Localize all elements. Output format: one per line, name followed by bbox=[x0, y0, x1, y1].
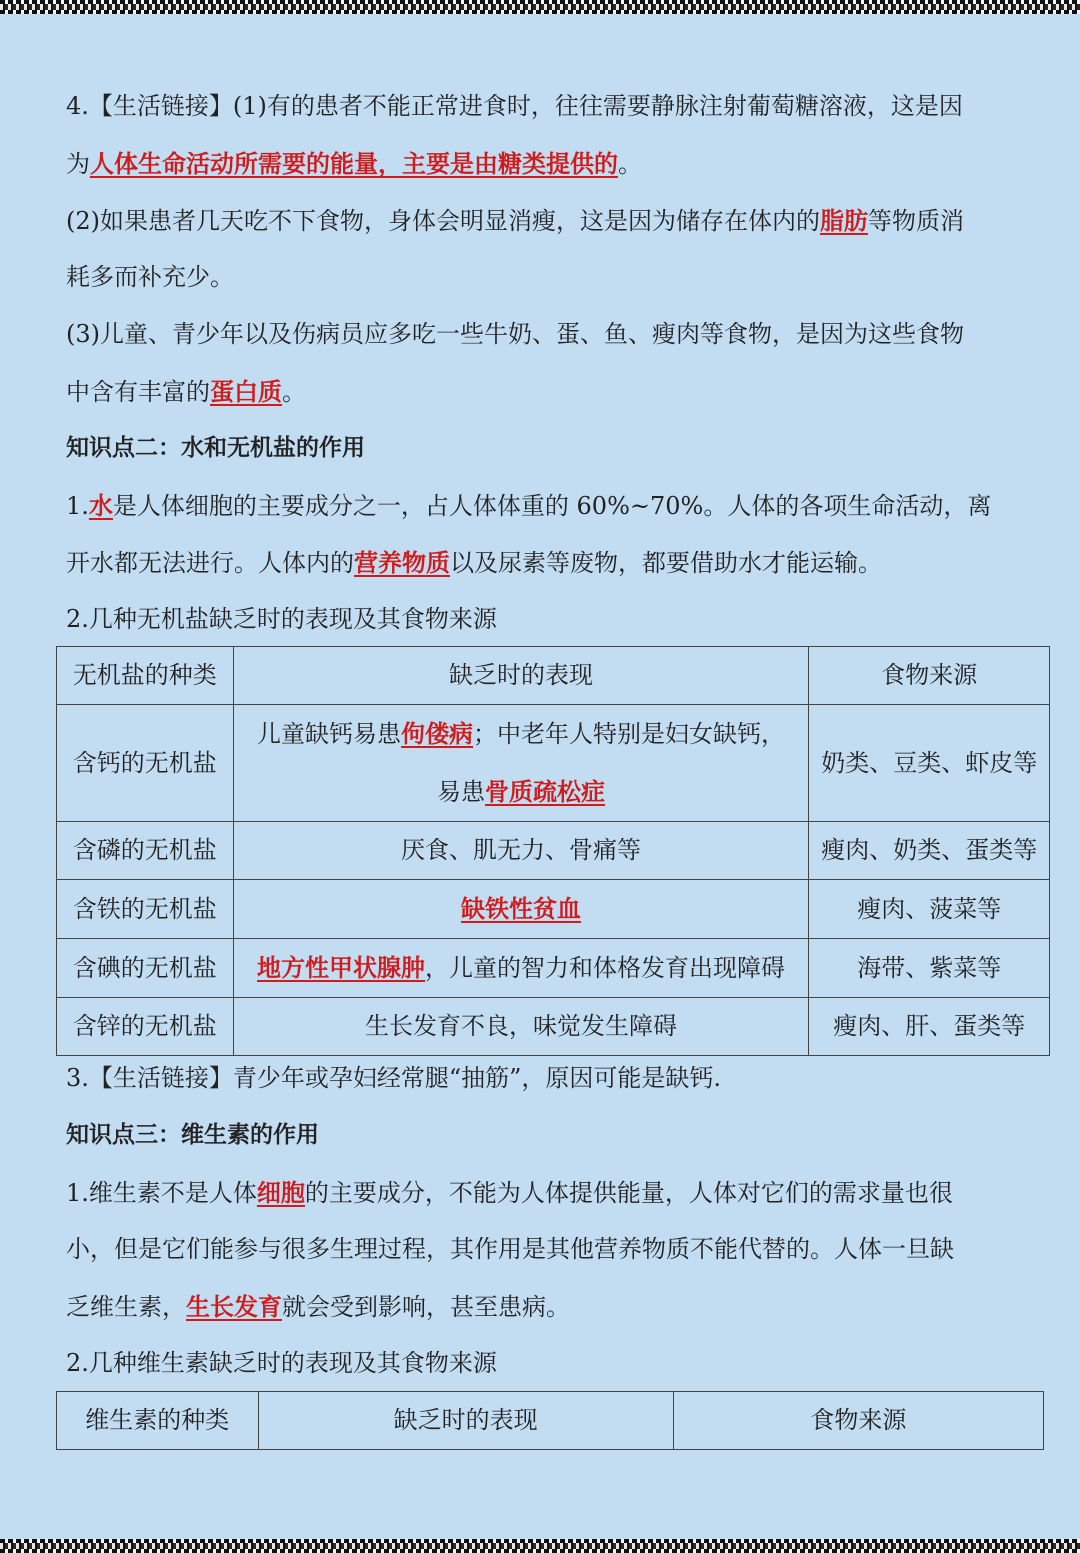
para-4-line-5: (3)儿童、青少年以及伤病员应多吃一些牛奶、蛋、鱼、瘦肉等食物，是因为这些食物 bbox=[66, 320, 964, 348]
table-row bbox=[57, 705, 1050, 822]
table-row bbox=[57, 880, 1050, 939]
para-4-line-4: 耗多而补充少。 bbox=[66, 263, 234, 291]
highlight-growth: 生长发育 bbox=[186, 1292, 282, 1321]
table-header-row bbox=[57, 647, 1050, 705]
table-cell-kind: 含碘的无机盐 bbox=[57, 939, 234, 998]
document-body-continued bbox=[66, 1050, 1026, 1392]
section-3-heading: 知识点三：维生素的作用 bbox=[66, 1122, 319, 1148]
section-3-para-2: 2.几种维生素缺乏时的表现及其食物来源 bbox=[66, 1349, 497, 1377]
table-row bbox=[57, 939, 1050, 998]
section-2-para-3: 3.【生活链接】青少年或孕妇经常腿“抽筋”，原因可能是缺钙. bbox=[66, 1064, 722, 1092]
highlight-fat: 脂肪 bbox=[820, 206, 868, 235]
para-4-line-2: 为人体生命活动所需要的能量，主要是由糖类提供的。 bbox=[66, 149, 642, 178]
highlight-water: 水 bbox=[88, 491, 113, 520]
table-cell-source: 奶类、豆类、虾皮等 bbox=[809, 705, 1050, 822]
highlight-anemia: 缺铁性贫血 bbox=[461, 894, 582, 923]
table-header: 缺乏时的表现 bbox=[258, 1392, 673, 1450]
table-header: 食物来源 bbox=[809, 647, 1050, 705]
table-header: 无机盐的种类 bbox=[57, 647, 234, 705]
section-2-heading: 知识点二：水和无机盐的作用 bbox=[66, 435, 365, 461]
section-2-para-2: 2.几种无机盐缺乏时的表现及其食物来源 bbox=[66, 605, 497, 633]
highlight-energy: 人体生命活动所需要的能量，主要是由糖类提供的 bbox=[90, 149, 618, 178]
table-cell-symptom bbox=[233, 880, 809, 939]
table-cell-source: 瘦肉、肝、蛋类等 bbox=[809, 998, 1050, 1056]
section-2-para-1-line-1: 1.水是人体细胞的主要成分之一，占人体体重的 60%~70%。人体的各项生命活动，离 bbox=[66, 491, 992, 520]
table-cell-kind: 含铁的无机盐 bbox=[57, 880, 234, 939]
para-4-line-1: 4.【生活链接】(1)有的患者不能正常进食时，往往需要静脉注射葡萄糖溶液，这是因 bbox=[66, 92, 963, 120]
table-row bbox=[57, 822, 1050, 880]
highlight-cell: 细胞 bbox=[256, 1178, 305, 1207]
table-cell-symptom: 生长发育不良，味觉发生障碍 bbox=[233, 998, 809, 1056]
section-3-para-1-line-2: 小，但是它们能参与很多生理过程，其作用是其他营养物质不能代替的。人体一旦缺 bbox=[66, 1235, 954, 1263]
table-row bbox=[57, 998, 1050, 1056]
highlight-goiter: 地方性甲状腺肿 bbox=[257, 953, 426, 982]
table-cell-symptom: 厌食、肌无力、骨痛等 bbox=[233, 822, 809, 880]
table-cell-symptom: 儿童缺钙易患佝偻病；中老年人特别是妇女缺钙， 易患骨质疏松症 bbox=[233, 705, 809, 822]
table-cell-kind: 含锌的无机盐 bbox=[57, 998, 234, 1056]
section-3-para-1-line-3: 乏维生素，生长发育就会受到影响，甚至患病。 bbox=[66, 1292, 570, 1321]
highlight-protein: 蛋白质 bbox=[210, 377, 282, 406]
para-4-line-6: 中含有丰富的蛋白质。 bbox=[66, 377, 306, 406]
table-header: 维生素的种类 bbox=[57, 1392, 259, 1450]
table-cell-source: 海带、紫菜等 bbox=[809, 939, 1050, 998]
section-3-para-1-line-1: 1.维生素不是人体细胞的主要成分，不能为人体提供能量，人体对它们的需求量也很 bbox=[66, 1178, 953, 1207]
table-cell-source: 瘦肉、菠菜等 bbox=[809, 880, 1050, 939]
highlight-nutrients: 营养物质 bbox=[354, 548, 450, 577]
section-2-para-1-line-2: 开水都无法进行。人体内的营养物质以及尿素等废物，都要借助水才能运输。 bbox=[66, 548, 882, 577]
para-4-line-3: (2)如果患者几天吃不下食物，身体会明显消瘦，这是因为储存在体内的脂肪等物质消 bbox=[66, 206, 964, 235]
table-header: 缺乏时的表现 bbox=[233, 647, 809, 705]
highlight-rickets: 佝偻病 bbox=[401, 719, 474, 748]
table-cell-kind: 含磷的无机盐 bbox=[57, 822, 234, 880]
table-cell-symptom: 地方性甲状腺肿，儿童的智力和体格发育出现障碍 bbox=[233, 939, 809, 998]
bottom-border bbox=[0, 1539, 1080, 1553]
minerals-table bbox=[56, 646, 1050, 1056]
vitamins-table bbox=[56, 1391, 1044, 1450]
table-cell-source: 瘦肉、奶类、蛋类等 bbox=[809, 822, 1050, 880]
document-body bbox=[66, 78, 1026, 648]
highlight-osteoporosis: 骨质疏松症 bbox=[485, 777, 606, 806]
table-header: 食物来源 bbox=[673, 1392, 1043, 1450]
table-cell-kind: 含钙的无机盐 bbox=[57, 705, 234, 822]
table-header-row bbox=[57, 1392, 1044, 1450]
top-border bbox=[0, 0, 1080, 14]
